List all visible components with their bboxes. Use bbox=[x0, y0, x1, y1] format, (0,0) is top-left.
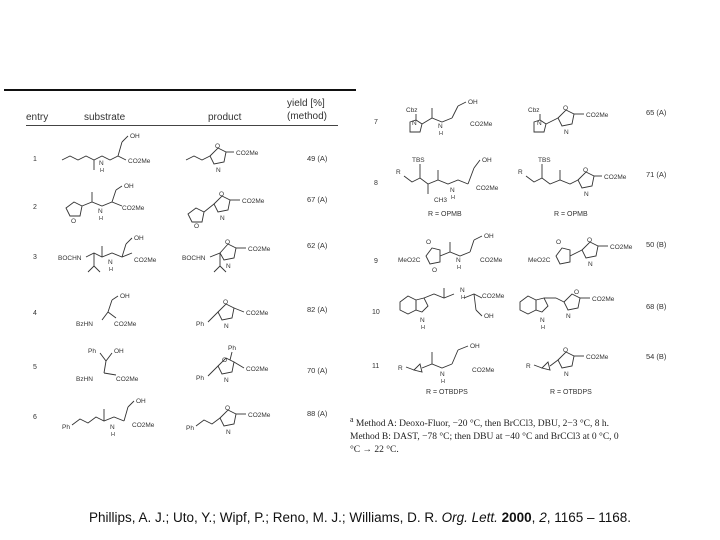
sub-label: CO2Me bbox=[116, 376, 139, 383]
sub-label: TBS bbox=[412, 157, 425, 164]
sub-label: R bbox=[398, 365, 403, 372]
entry-number: 10 bbox=[372, 309, 380, 316]
sub-label: BzHN bbox=[76, 376, 93, 383]
prod-label: Cbz bbox=[528, 107, 540, 114]
sub-label: N bbox=[108, 259, 113, 266]
prod-label: N bbox=[226, 263, 231, 270]
prod-label: CO2Me bbox=[586, 354, 609, 361]
prod-label: CO2Me bbox=[236, 150, 259, 157]
product-structure bbox=[182, 180, 292, 228]
sub-label: H bbox=[100, 168, 104, 174]
sub-label: CO2Me bbox=[482, 293, 505, 300]
yield-value: 71 (A) bbox=[646, 170, 667, 179]
sub-label: Ph bbox=[88, 348, 96, 355]
sub-label: N bbox=[440, 371, 445, 378]
yield-value: 54 (B) bbox=[646, 352, 667, 361]
yield-value: 68 (B) bbox=[646, 302, 667, 311]
prod-label: CO2Me bbox=[592, 296, 615, 303]
sub-label: N bbox=[420, 317, 425, 324]
sub-label: O bbox=[71, 218, 77, 225]
prod-label: N bbox=[564, 371, 569, 378]
prod-label: BOCHN bbox=[182, 255, 206, 262]
yield-value: 50 (B) bbox=[646, 240, 667, 249]
prod-label: N bbox=[566, 313, 571, 320]
prod-label: H bbox=[541, 325, 545, 331]
sub-label: N bbox=[438, 123, 443, 130]
prod-label: Ph bbox=[196, 321, 204, 328]
sub-label: CO2Me bbox=[480, 257, 503, 264]
prod-label: O bbox=[194, 223, 200, 230]
sub-label: H bbox=[99, 216, 103, 222]
r-definition: R = OPMB bbox=[428, 211, 462, 218]
product-structure bbox=[526, 338, 646, 383]
sub-label: O bbox=[426, 239, 432, 246]
sub-label: BOCHN bbox=[58, 255, 82, 262]
r-definition: R = OTBDPS bbox=[426, 389, 468, 396]
sub-label: N bbox=[456, 257, 461, 264]
prod-label: O bbox=[563, 347, 569, 354]
entry-number: 1 bbox=[33, 156, 37, 163]
entry-number: 7 bbox=[374, 119, 378, 126]
sub-label: N bbox=[99, 160, 104, 167]
prod-label: N bbox=[224, 323, 229, 330]
sub-label: OH bbox=[114, 348, 124, 355]
prod-label: N bbox=[220, 215, 225, 222]
product-structure bbox=[196, 340, 306, 388]
prod-label: CO2Me bbox=[246, 310, 269, 317]
sub-label: CO2Me bbox=[134, 257, 157, 264]
substrate-structure bbox=[58, 395, 178, 440]
sub-label: H bbox=[109, 267, 113, 273]
yield-value: 67 (A) bbox=[307, 195, 328, 204]
prod-label: CO2Me bbox=[246, 366, 269, 373]
product-structure bbox=[182, 398, 302, 440]
footnote-line bbox=[350, 413, 700, 431]
product-structure bbox=[516, 150, 646, 210]
substrate-structure bbox=[396, 150, 526, 210]
prod-label: N bbox=[584, 191, 589, 198]
sub-label: OH bbox=[120, 293, 130, 300]
prod-label: CO2Me bbox=[248, 246, 271, 253]
entry-number: 3 bbox=[33, 254, 37, 261]
sub-label: H bbox=[451, 195, 455, 201]
header-product: product bbox=[208, 112, 242, 123]
sub-label: CO2Me bbox=[472, 367, 495, 374]
citation-journal: Org. Lett. bbox=[441, 510, 498, 525]
entry-number: 2 bbox=[33, 204, 37, 211]
sub-label: N bbox=[460, 287, 465, 294]
yield-value: 62 (A) bbox=[307, 241, 328, 250]
sub-label: O bbox=[432, 267, 438, 274]
sub-label: H bbox=[441, 379, 445, 385]
sub-label: OH bbox=[468, 99, 478, 106]
prod-label: N bbox=[216, 167, 221, 174]
footnote-continuation: °C → 22 °C. bbox=[350, 445, 399, 456]
sub-label: R bbox=[396, 169, 401, 176]
sub-label: OH bbox=[134, 235, 144, 242]
substrate-structure bbox=[58, 132, 168, 177]
entry-number: 11 bbox=[372, 363, 380, 370]
footnote-marker: a bbox=[350, 415, 354, 424]
sub-label: H bbox=[457, 265, 461, 271]
prod-label: R bbox=[526, 363, 531, 370]
prod-label: O bbox=[587, 237, 593, 244]
prod-label: O bbox=[583, 167, 589, 174]
r-definition: R = OTBDPS bbox=[550, 389, 592, 396]
prod-label: CO2Me bbox=[248, 412, 271, 419]
entry-number: 8 bbox=[374, 180, 378, 187]
entry-number: 9 bbox=[374, 258, 378, 265]
prod-label: O bbox=[219, 191, 225, 198]
yield-value: 82 (A) bbox=[307, 305, 328, 314]
product-structure bbox=[182, 136, 292, 176]
sub-label: OH bbox=[482, 157, 492, 164]
sub-label: CO2Me bbox=[132, 422, 155, 429]
yield-value: 70 (A) bbox=[307, 366, 328, 375]
prod-label: MeO2C bbox=[528, 257, 551, 264]
prod-label: CO2Me bbox=[586, 112, 609, 119]
header-substrate: substrate bbox=[84, 112, 126, 123]
sub-label: MeO2C bbox=[398, 257, 421, 264]
prod-label: O bbox=[574, 289, 580, 296]
table-footnote bbox=[350, 413, 700, 457]
substrate-structure bbox=[56, 232, 176, 282]
prod-label: O bbox=[556, 239, 562, 246]
sub-label: N bbox=[98, 208, 103, 215]
prod-label: CO2Me bbox=[604, 174, 627, 181]
prod-label: O bbox=[563, 105, 569, 112]
prod-label: Ph bbox=[196, 375, 204, 382]
sub-label: H bbox=[111, 432, 115, 438]
header-entry: entry bbox=[26, 112, 49, 123]
substrate-structure bbox=[398, 340, 518, 385]
prod-label: N bbox=[540, 317, 545, 324]
header-rule bbox=[26, 125, 338, 126]
sub-label: H bbox=[421, 325, 425, 331]
sub-label: H bbox=[461, 295, 465, 301]
sub-label: N bbox=[412, 120, 417, 127]
substrate-structure bbox=[396, 96, 516, 141]
prod-label: CO2Me bbox=[610, 244, 633, 251]
sub-label: BzHN bbox=[76, 321, 93, 328]
product-structure bbox=[182, 232, 302, 282]
citation-volume: 2 bbox=[539, 510, 547, 525]
citation: Phillips, A. J.; Uto, Y.; Wipf, P.; Reno, M. J.; Williams, D. R. Org. Lett. 2000, 2, 1165 – 1168. bbox=[88, 510, 632, 525]
citation-pages: , 1165 – 1168. bbox=[546, 510, 632, 525]
product-structure bbox=[196, 288, 306, 333]
footnote-method-a: Method A: Deoxo-Fluor, −20 °C, then BrCCl3, DBU, 2−3 °C, 8 h. bbox=[355, 419, 609, 430]
substrate-structure bbox=[72, 290, 172, 335]
prod-label: O bbox=[222, 357, 228, 364]
header-method: (method) bbox=[287, 111, 328, 122]
sub-label: CO2Me bbox=[122, 205, 145, 212]
sub-label: Cbz bbox=[406, 107, 418, 114]
yield-value: 49 (A) bbox=[307, 154, 328, 163]
sub-label: OH bbox=[484, 233, 494, 240]
sub-label: H bbox=[439, 131, 443, 137]
r-definition: R = OPMB bbox=[554, 211, 588, 218]
citation-authors: Phillips, A. J.; Uto, Y.; Wipf, P.; Reno, M. J.; Williams, D. R. bbox=[88, 510, 442, 525]
sub-label: CO2Me bbox=[128, 158, 151, 165]
prod-label: TBS bbox=[538, 157, 551, 164]
prod-label: Ph bbox=[228, 345, 236, 352]
prod-label: O bbox=[215, 143, 221, 150]
substrate-structure bbox=[72, 343, 172, 388]
prod-label: N bbox=[537, 120, 542, 127]
entry-number: 5 bbox=[33, 364, 37, 371]
prod-label: N bbox=[588, 261, 593, 268]
prod-label: N bbox=[226, 429, 231, 436]
entry-number: 4 bbox=[33, 310, 37, 317]
prod-label: O bbox=[225, 405, 231, 412]
product-structure bbox=[528, 230, 658, 280]
footnote-method-b: Method B: DAST, −78 °C; then DBU at −40 °C and BrCCl3 at 0 °C, 0 bbox=[350, 432, 619, 443]
entry-number: 6 bbox=[33, 414, 37, 421]
table-top-rule bbox=[4, 89, 356, 91]
product-structure bbox=[516, 284, 646, 334]
yield-value: 88 (A) bbox=[307, 409, 328, 418]
sub-label: CH3 bbox=[434, 197, 448, 204]
prod-label: R bbox=[518, 169, 523, 176]
product-structure bbox=[528, 96, 648, 141]
prod-label: N bbox=[564, 129, 569, 136]
sub-label: OH bbox=[124, 183, 134, 190]
prod-label: Ph bbox=[186, 425, 194, 432]
sub-label: CO2Me bbox=[470, 121, 493, 128]
sub-label: OH bbox=[484, 313, 494, 320]
sub-label: OH bbox=[136, 398, 146, 405]
sub-label: Ph bbox=[62, 424, 70, 431]
sub-label: OH bbox=[130, 133, 140, 140]
prod-label: O bbox=[225, 239, 231, 246]
substrate-structure bbox=[58, 180, 168, 228]
sub-label: CO2Me bbox=[114, 321, 137, 328]
yield-value: 65 (A) bbox=[646, 108, 667, 117]
sub-label: N bbox=[450, 187, 455, 194]
citation-year: 2000 bbox=[501, 510, 532, 525]
prod-label: CO2Me bbox=[242, 198, 265, 205]
prod-label: N bbox=[224, 377, 229, 384]
sub-label: N bbox=[110, 424, 115, 431]
header-yield: yield [%] bbox=[287, 98, 325, 109]
substrate-structure bbox=[396, 284, 526, 334]
sub-label: CO2Me bbox=[476, 185, 499, 192]
prod-label: O bbox=[223, 299, 229, 306]
substrate-structure bbox=[396, 230, 526, 280]
sub-label: OH bbox=[470, 343, 480, 350]
